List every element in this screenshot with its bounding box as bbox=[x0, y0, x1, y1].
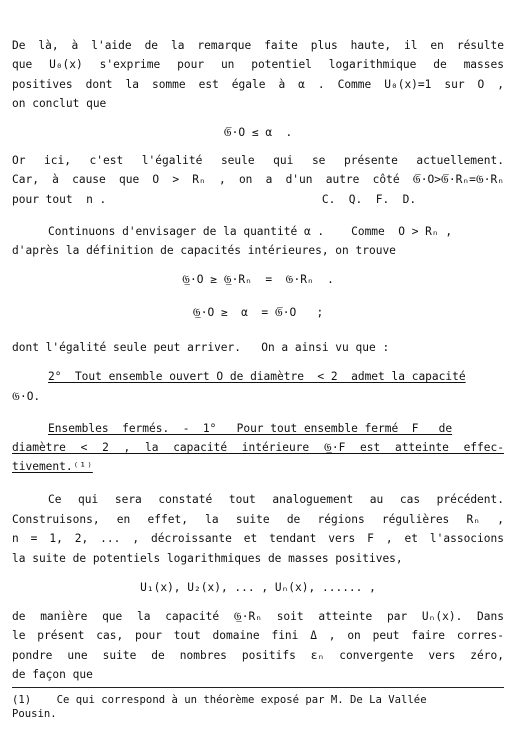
formula: 𝔊̅·O ≤ α . bbox=[223, 126, 293, 139]
text-line: que U₀(x) s'exprime pour un potentiel logarithmique de masses bbox=[12, 58, 504, 71]
text-line: la suite de potentiels logarithmiques de masses positives, bbox=[12, 552, 403, 565]
formula: 𝔊̲·O ≥ α = 𝔊̅·O ; bbox=[192, 306, 324, 319]
formula: 𝔊̲·O ≥ 𝔊̲·Rₙ = 𝔊·Rₙ . bbox=[182, 273, 334, 286]
text-line: n = 1, 2, ... , décroissante et tendant vers F , et l'associons bbox=[12, 532, 504, 545]
text-line: dont l'égalité seule peut arriver. On a ainsi vu que : bbox=[12, 341, 390, 354]
text-line: De là, à l'aide de la remarque faite plus haute, il en résulte bbox=[12, 39, 504, 52]
section-heading: Ensembles fermés. - 1° Pour tout ensemble fermé F de bbox=[48, 422, 453, 435]
text-line: d'après la définition de capacités intérieures, on trouve bbox=[12, 244, 396, 257]
theorem-line: tivement.⁽¹⁾ bbox=[12, 460, 93, 473]
text-line: positives dont la somme est égale à α . Comme U₀(x)=1 sur O , bbox=[12, 78, 504, 91]
text-line: de manière que la capacité 𝔊̲·Rₙ soit atteinte par Uₙ(x). Dans bbox=[12, 610, 504, 623]
text-line: Car, à cause que O > Rₙ , on a d'un autre côté 𝔊̅·O>𝔊̅·Rₙ=𝔊·Rₙ bbox=[12, 173, 504, 186]
text-line: Or ici, c'est l'égalité seule qui se présente actuellement. bbox=[12, 154, 504, 167]
footnote-line: Pousin. bbox=[12, 708, 57, 720]
text-line: Ce qui sera constaté tout analoguement au cas précédent. bbox=[48, 493, 504, 506]
footnote-rule bbox=[12, 687, 504, 688]
footnote-line: (1) Ce qui correspond à un théorème exposé par M. De La Vallée bbox=[12, 694, 427, 706]
text-line: Continuons d'envisager de la quantité α . Comme O > Rₙ , bbox=[48, 225, 453, 238]
text-line: Construisons, en effet, la suite de régions régulières Rₙ , bbox=[12, 513, 504, 526]
theorem-line: diamètre < 2 , la capacité intérieure 𝔊̲·F est atteinte effec- bbox=[12, 441, 504, 454]
text-line: on conclut que bbox=[12, 97, 107, 110]
text-line: 𝔊·O. bbox=[12, 390, 41, 403]
text-line: pondre une suite de nombres positifs εₙ convergente vers zéro, bbox=[12, 649, 504, 662]
formula: U₁(x), U₂(x), ... , Uₙ(x), ...... , bbox=[140, 581, 376, 594]
text-line: pour tout n . C. Q. F. D. bbox=[12, 193, 417, 206]
text-line: de façon que bbox=[12, 668, 93, 681]
theorem-line: 2° Tout ensemble ouvert O de diamètre < 2 admet la capacité bbox=[48, 370, 466, 383]
text-line: le présent cas, pour tout domaine fini Δ , on peut faire corres- bbox=[12, 629, 504, 642]
